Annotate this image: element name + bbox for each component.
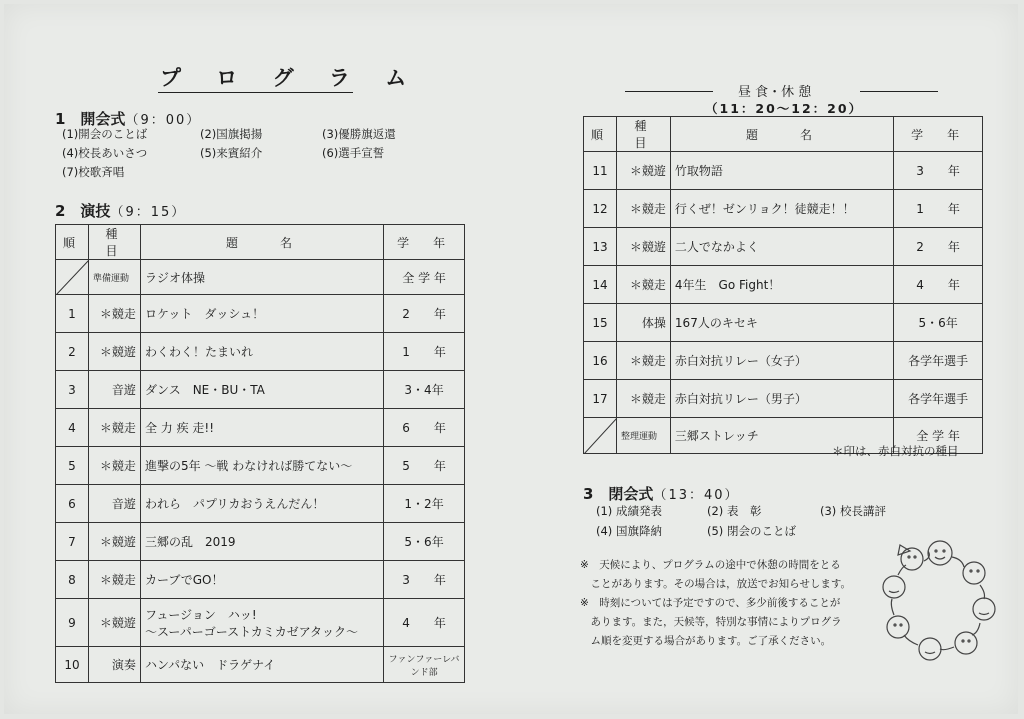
number-cell: 12 <box>584 190 617 228</box>
note-line: ことがあります。その場合は，放送でお知らせします。 <box>580 578 852 590</box>
name-cell: ハンパない ドラゲナイ <box>140 647 383 683</box>
lunch-time: （11：20～12：20） <box>705 101 864 116</box>
column-header: 学 年 <box>894 117 983 152</box>
name-cell: われら パプリカおうえんだん！ <box>140 485 383 523</box>
table-row <box>56 371 465 409</box>
number-cell: 3 <box>56 371 89 409</box>
kind-cell: ＊競走 <box>88 447 140 485</box>
name-cell: 二人でなかよく <box>670 228 893 266</box>
kind-cell: ＊競走 <box>88 409 140 447</box>
opening-item: (4)校長あいさつ <box>62 146 148 160</box>
number-cell: 7 <box>56 523 89 561</box>
name-cell: わくわく！たまいれ <box>140 333 383 371</box>
grade-cell: 6 年 <box>384 409 465 447</box>
kind-cell: 体操 <box>616 304 670 342</box>
grade-cell: 5・6年 <box>894 304 983 342</box>
closing-heading <box>583 483 740 504</box>
opening-item: (5)来賓紹介 <box>200 146 263 160</box>
number-cell: 13 <box>584 228 617 266</box>
name-cell: カーブでGO！ <box>140 561 383 599</box>
performance-heading-text: 2 演技 <box>55 202 111 220</box>
opening-item: (7)校歌斉唱 <box>62 165 125 179</box>
grade-cell: 1 年 <box>894 190 983 228</box>
note-line: ※ 天候により、プログラムの途中で休憩の時間をとる <box>580 559 841 571</box>
closing-item: (3) 校長講評 <box>820 504 886 518</box>
kind-cell: ＊競走 <box>88 295 140 333</box>
number-cell: 4 <box>56 409 89 447</box>
grade-cell: 各学年選手 <box>894 342 983 380</box>
name-cell: 進撃の5年 ～戦 わなければ勝てない～ <box>140 447 383 485</box>
opening-item: (1)開会のことば <box>62 127 148 141</box>
grade-cell: ファンファーレバンド部 <box>384 647 465 683</box>
grade-cell: 3 年 <box>894 152 983 190</box>
table-row <box>584 152 983 190</box>
children-circle-illustration <box>880 535 1000 665</box>
kind-cell: ＊競走 <box>616 190 670 228</box>
grade-cell: 全 学 年 <box>894 418 983 454</box>
column-header: 順 <box>584 117 617 152</box>
note-line: ム順を変更する場合があります。ご了承ください。 <box>580 635 832 647</box>
performance-heading <box>55 200 186 221</box>
performance-time: （9：15） <box>110 205 187 220</box>
kind-cell: 整理運動 <box>616 418 670 454</box>
number-cell: 2 <box>56 333 89 371</box>
name-cell: ラジオ体操 <box>140 260 383 295</box>
opening-heading-text: 1 開会式 <box>55 110 126 128</box>
column-header: 種 目 <box>616 117 670 152</box>
table-row <box>584 342 983 380</box>
grade-cell: 1 年 <box>384 333 465 371</box>
notes-block <box>580 556 851 651</box>
table-row <box>584 380 983 418</box>
table-row <box>56 561 465 599</box>
lunch-heading: 昼 食・休 憩 <box>738 85 812 100</box>
number-cell: 17 <box>584 380 617 418</box>
kind-cell: ＊競遊 <box>616 152 670 190</box>
grade-cell: 各学年選手 <box>894 380 983 418</box>
kind-cell: 演奏 <box>88 647 140 683</box>
table-row <box>56 647 465 683</box>
name-cell: ロケット ダッシュ！ <box>140 295 383 333</box>
number-cell: 10 <box>56 647 89 683</box>
kind-cell: 準備運動 <box>88 260 140 295</box>
number-cell: 16 <box>584 342 617 380</box>
column-header: 題 名 <box>140 225 383 260</box>
opening-item: (2)国旗掲揚 <box>200 127 263 141</box>
number-cell: 6 <box>56 485 89 523</box>
name-cell: 167人のキセキ <box>670 304 893 342</box>
table-row <box>56 447 465 485</box>
afternoon-table <box>583 116 983 454</box>
kind-cell: ＊競遊 <box>616 228 670 266</box>
table-row <box>56 260 465 295</box>
closing-item: (1) 成績発表 <box>596 504 662 518</box>
name-cell: 行くぜ！ゼンリョク！徒競走！！ <box>670 190 893 228</box>
table-row <box>584 304 983 342</box>
grade-cell: 1・2年 <box>384 485 465 523</box>
number-cell: 9 <box>56 599 89 647</box>
empty-slash-cell <box>56 260 89 295</box>
kind-cell: ＊競走 <box>88 561 140 599</box>
closing-item: (4) 国旗降納 <box>596 524 662 538</box>
table-row <box>56 599 465 647</box>
table-row <box>56 333 465 371</box>
table-row <box>584 228 983 266</box>
number-cell: 8 <box>56 561 89 599</box>
grade-cell: 3 年 <box>384 561 465 599</box>
grade-cell: 2 年 <box>384 295 465 333</box>
name-cell: 全 力 疾 走!! <box>140 409 383 447</box>
opening-item: (6)選手宣誓 <box>322 146 385 160</box>
name-cell: 赤白対抗リレー（女子） <box>670 342 893 380</box>
number-cell: 5 <box>56 447 89 485</box>
name-cell: 赤白対抗リレー（男子） <box>670 380 893 418</box>
closing-time: （13：40） <box>653 488 740 503</box>
table-header-row <box>56 225 465 260</box>
name-cell: 三郷の乱 2019 <box>140 523 383 561</box>
closing-item: (5) 閉会のことば <box>707 524 796 538</box>
number-cell: 15 <box>584 304 617 342</box>
grade-cell: 5・6年 <box>384 523 465 561</box>
name-cell: 竹取物語 <box>670 152 893 190</box>
table-row <box>584 190 983 228</box>
column-header: 順 <box>56 225 89 260</box>
lunch-heading-line <box>625 91 713 92</box>
kind-cell: 音遊 <box>88 371 140 409</box>
kind-cell: ＊競走 <box>616 266 670 304</box>
grade-cell: 4 年 <box>894 266 983 304</box>
table-row <box>56 523 465 561</box>
name-cell: 三郷ストレッチ <box>670 418 893 454</box>
title-underline <box>158 92 353 93</box>
performance-table <box>55 224 465 683</box>
grade-cell: 2 年 <box>894 228 983 266</box>
closing-item: (2) 表 彰 <box>707 504 762 518</box>
number-cell: 11 <box>584 152 617 190</box>
number-cell: 14 <box>584 266 617 304</box>
grade-cell: 全 学 年 <box>384 260 465 295</box>
lunch-heading-line <box>860 91 938 92</box>
table-row <box>56 485 465 523</box>
note-line: ※ 時刻については予定ですので、多少前後することが <box>580 597 841 609</box>
number-cell: 1 <box>56 295 89 333</box>
note-line: あります。また，天候等，特別な事情によりプログラ <box>580 616 842 628</box>
column-header: 種 目 <box>88 225 140 260</box>
page-title: プ ロ グ ラ ム <box>160 66 421 90</box>
table-row <box>56 295 465 333</box>
opening-time: （9：00） <box>125 113 202 128</box>
kind-cell: 音遊 <box>88 485 140 523</box>
name-line: フュージョン ハッ! <box>144 607 257 622</box>
grade-cell: 3・4年 <box>384 371 465 409</box>
kind-cell: ＊競遊 <box>88 333 140 371</box>
name-cell: ダンス NE・BU・TA <box>140 371 383 409</box>
closing-heading-text: 3 閉会式 <box>583 485 654 503</box>
grade-cell: 4 年 <box>384 599 465 647</box>
kind-cell: ＊競走 <box>616 342 670 380</box>
kind-cell: ＊競遊 <box>88 523 140 561</box>
column-header: 題 名 <box>670 117 893 152</box>
column-header: 学 年 <box>384 225 465 260</box>
table-row <box>584 266 983 304</box>
name-line: ～スーパーゴーストカミカゼアタック～ <box>144 624 358 639</box>
empty-slash-cell <box>584 418 617 454</box>
table-row <box>56 409 465 447</box>
table-header-row <box>584 117 983 152</box>
name-cell <box>140 599 383 647</box>
table-footnote: ＊印は、赤白対抗の種目 <box>832 444 959 458</box>
opening-item: (3)優勝旗返還 <box>322 127 396 141</box>
grade-cell: 5 年 <box>384 447 465 485</box>
name-cell: 4年生 Go Fight！ <box>670 266 893 304</box>
kind-cell: ＊競走 <box>616 380 670 418</box>
kind-cell: ＊競遊 <box>88 599 140 647</box>
